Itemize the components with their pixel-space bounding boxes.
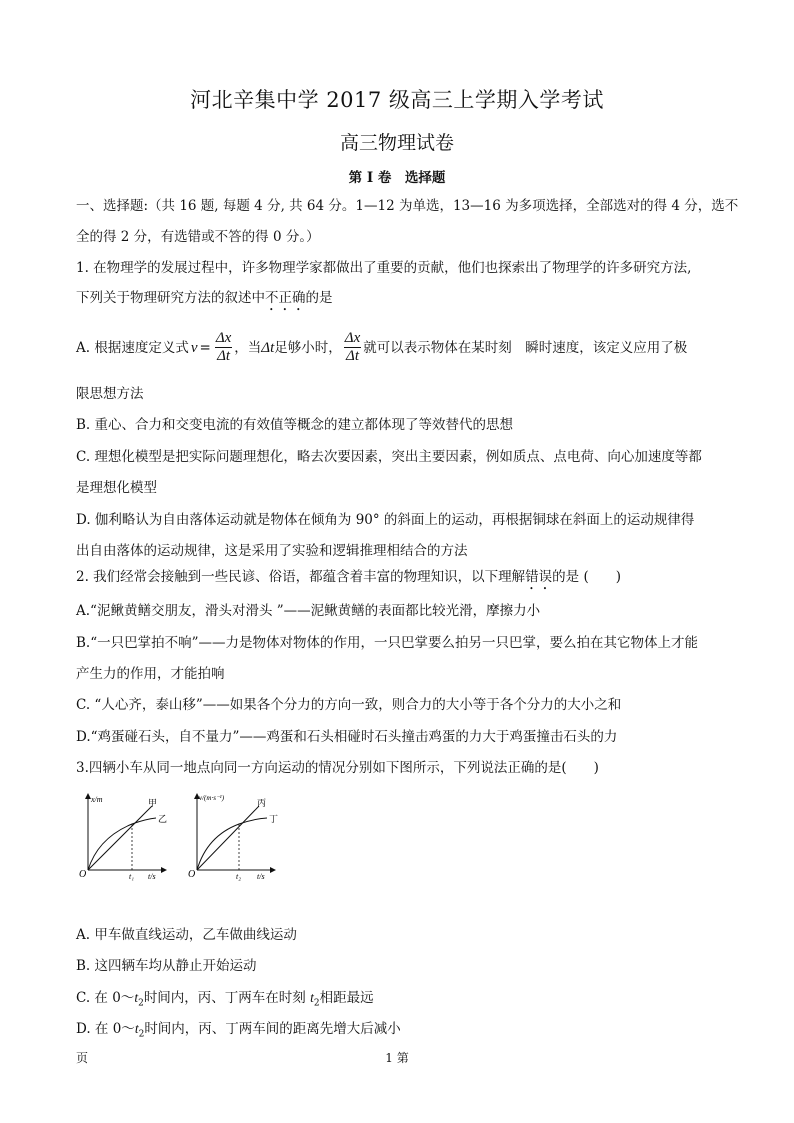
q1-stem-line1: 1. 在物理学的发展过程中，许多物理学家都做出了重要的贡献，他们也探索出了物理学的许多研究方法, (76, 260, 692, 276)
q3-d-post: 时间内，丙、丁两车间的距离先增大后减小 (144, 1021, 401, 1037)
q1-option-c-line1: C. 理想化模型是把实际问题理想化，略去次要因素，突出主要因素，例如质点、点电荷、向心加速度等都 (76, 449, 702, 465)
q2-option-a: A.“泥鳅黄鳝交朋友，滑头对滑头 ”——泥鳅黄鳝的表面都比较光滑，摩擦力小 (76, 603, 541, 619)
q3-stem: 3.四辆小车从同一地点向同一方向运动的情况分别如下图所示，下列说法正确的是( ) (76, 760, 599, 776)
q1-option-b: B. 重心、合力和交变电流的有效值等概念的建立都体现了等效替代的思想 (76, 417, 514, 433)
q1-a-prefix: A. 根据速度定义式 (76, 339, 189, 356)
q1-stem-emphasis: 不正确 (265, 290, 306, 306)
q1-stem-pre: 下列关于物理研究方法的叙述中 (76, 290, 265, 306)
q3-option-c (76, 988, 374, 1014)
q1-option-d-line2: 出自由落体的运动规律，这是采用了实验和逻辑推理相结合的方法 (76, 543, 468, 559)
q1-a-denominator: Δt (217, 348, 231, 364)
q3-c-t: t (134, 990, 139, 1005)
q3-graph1-label-yi: 乙 (158, 814, 168, 824)
q3-graph1-tick-t1: t₁ (129, 872, 135, 881)
q3-graph1-xlabel: t/s (148, 872, 156, 881)
footer-page-number: 1 第 (385, 1051, 409, 1065)
q1-option-a (76, 330, 687, 365)
q1-stem-post: 的是 (305, 290, 333, 306)
q3-c-post: 时间内，丙、丁两车在时刻 (143, 990, 306, 1006)
q3-d-pre: D. 在 0～ (76, 1021, 135, 1037)
q3-graph1-label-jia: 甲 (148, 798, 158, 808)
q2-stem (76, 567, 621, 593)
q3-option-a: A. 甲车做直线运动，乙车做曲线运动 (76, 927, 297, 943)
q1-a-post: 就可以表示物体在某时刻 瞬时速度，该定义应用了极 (363, 339, 688, 356)
q3-c-t2: t (310, 990, 314, 1005)
q3-option-d (76, 1019, 401, 1045)
q1-a-eq: = (199, 339, 211, 356)
q3-graph1-series-yi (88, 818, 156, 870)
q2-option-c: C. “人心齐，泰山移”——如果各个分力的方向一致，则合力的大小等于各个分力的大小之和 (76, 697, 622, 713)
q3-d-t: t (134, 1021, 139, 1036)
q3-graph2-ylabel: v/(m·s⁻¹) (199, 794, 225, 802)
q3-c-sub: 2 (138, 998, 144, 1009)
q3-graph2-label-ding: 丁 (269, 814, 279, 824)
q1-option-c-line2: 是理想化模型 (76, 480, 157, 496)
q3-graph1-origin: O (79, 869, 87, 880)
paper-title: 高三物理试卷 (339, 132, 454, 154)
q3-c-end: 相距最远 (319, 990, 374, 1006)
q3-option-b: B. 这四辆车均从静止开始运动 (76, 958, 257, 974)
q1-a-numerator2: Δx (344, 330, 361, 346)
q2-stem-pre: 2. 我们经常会接触到一些民谚、俗语，都蕴含着丰富的物理知识，以下理解 (76, 569, 526, 585)
q1-a-fraction2 (344, 330, 361, 365)
q1-a-mid2: 足够小时， (274, 339, 342, 356)
q1-a-v: v (190, 339, 198, 356)
school-title: 河北辛集中学 2017 级高三上学期入学考试 (190, 88, 604, 112)
q2-option-b-line2: 产生力的作用，才能拍响 (76, 666, 225, 682)
q1-option-a-line2: 限思想方法 (76, 386, 144, 402)
q3-graph2-xlabel: t/s (257, 872, 265, 881)
q3-graph2-series-ding (197, 818, 267, 870)
q1-stem-line2 (76, 288, 333, 314)
q2-option-d: D.“鸡蛋碰石头，自不量力”——鸡蛋和石头相碰时石头撞击鸡蛋的力大于鸡蛋撞击石头的力 (76, 729, 618, 745)
q1-a-dt: Δt (261, 339, 275, 356)
instructions-line1: 一、选择题:（共 16 题, 每题 4 分, 共 64 分。1—12 为单选，13—16 为多项选择，全部选对的得 4 分，选不 (76, 198, 739, 214)
q3-graph2-series-bing (197, 806, 259, 870)
q3-c-sub2: 2 (313, 998, 320, 1009)
q2-option-b-line1: B.“一只巴掌拍不响”——力是物体对物体的作用，一只巴掌要么拍另一只巴掌，要么拍在其它物体上才能 (76, 635, 699, 651)
q3-graph1-ylabel: x/m (91, 795, 103, 804)
section-title: 第 I 卷 选择题 (348, 170, 446, 186)
q1-a-mid1: ，当 (234, 339, 262, 356)
q1-a-numerator: Δx (215, 330, 232, 346)
q3-graph2-label-bing: 丙 (257, 798, 267, 808)
q3-graph2-origin: O (188, 869, 196, 880)
q1-option-d-line1: D. 伽利略认为自由落体运动就是物体在倾角为 90° 的斜面上的运动，再根据铜球在斜面上的运动规律得 (76, 512, 695, 528)
q1-a-denominator2: Δt (346, 348, 359, 364)
q3-d-sub: 2 (138, 1029, 145, 1040)
q2-stem-emphasis: 错误 (525, 569, 553, 585)
q3-graph1-series-jia (88, 806, 152, 870)
q3-graph-vt (185, 786, 285, 882)
q1-a-fraction (215, 330, 232, 365)
footer-left: 页 (76, 1051, 89, 1065)
q3-c-pre: C. 在 0～ (76, 990, 135, 1006)
q3-graph2-tick-t2: t₂ (236, 872, 242, 881)
q2-stem-post: 的是 ( ) (552, 569, 621, 585)
instructions-line2: 全的得 2 分，有选错或不答的得 0 分。） (76, 229, 320, 245)
q3-graph-xt (76, 786, 176, 882)
